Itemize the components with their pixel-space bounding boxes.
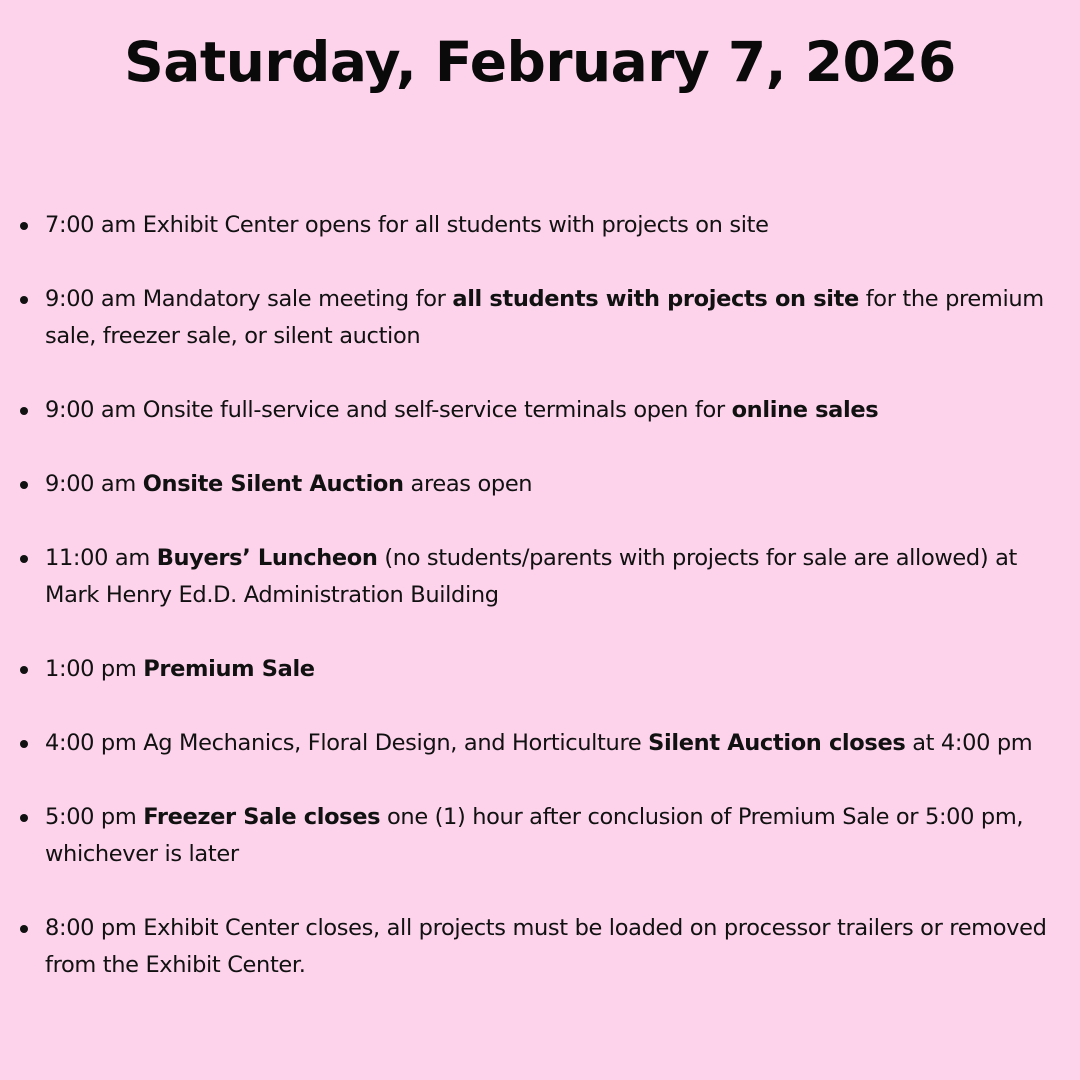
bullet-icon <box>20 222 28 230</box>
schedule-item-time: 9:00 am <box>45 471 136 497</box>
schedule-item <box>0 466 1080 503</box>
schedule-item-time: 8:00 pm <box>45 915 137 941</box>
schedule-item <box>0 910 1080 984</box>
schedule-item <box>0 392 1080 429</box>
schedule-item <box>0 725 1080 762</box>
schedule-item-time: 9:00 am <box>45 397 136 423</box>
schedule-item-text: Ag Mechanics, Floral Design, and Horticulture <box>136 730 649 756</box>
schedule-item-text: one (1) hour after conclusion of Premium Sale or 5:00 pm, whichever is later <box>45 804 1024 867</box>
schedule-item-time: 4:00 pm <box>45 730 137 756</box>
schedule-item-text: at 4:00 pm <box>905 730 1033 756</box>
schedule-item-text: Exhibit Center closes, all projects must be loaded on processor trailers or removed from the Exhibit Center. <box>45 915 1047 978</box>
schedule-item-text: (no students/parents with projects for sale are allowed) at Mark Henry Ed.D. Administration Building <box>45 545 1017 608</box>
schedule-item-time: 5:00 pm <box>45 804 137 830</box>
schedule-item-text: Mandatory sale meeting for <box>135 286 453 312</box>
schedule-item-text: Onsite full-service and self-service terminals open for <box>135 397 732 423</box>
schedule-item-emphasis: Buyers’ Luncheon <box>156 545 378 571</box>
schedule-item-emphasis: Premium Sale <box>143 656 315 682</box>
schedule-item <box>0 799 1080 873</box>
bullet-icon <box>20 666 28 674</box>
bullet-icon <box>20 296 28 304</box>
schedule-item-text: Exhibit Center opens for all students with projects on site <box>135 212 769 238</box>
schedule-list <box>0 207 1080 1021</box>
bullet-icon <box>20 555 28 563</box>
schedule-item <box>0 540 1080 614</box>
bullet-icon <box>20 814 28 822</box>
schedule-item-emphasis: Freezer Sale closes <box>143 804 381 830</box>
bullet-icon <box>20 925 28 933</box>
schedule-item <box>0 207 1080 244</box>
schedule-item-emphasis: all students with projects on site <box>452 286 859 312</box>
schedule-item-text: areas open <box>403 471 533 497</box>
schedule-item <box>0 651 1080 688</box>
bullet-icon <box>20 740 28 748</box>
schedule-item-time: 11:00 am <box>45 545 150 571</box>
schedule-item-emphasis: Silent Auction closes <box>648 730 906 756</box>
page-title: Saturday, February 7, 2026 <box>124 30 956 94</box>
bullet-icon <box>20 407 28 415</box>
schedule-item-emphasis: online sales <box>731 397 879 423</box>
schedule-item-time: 1:00 pm <box>45 656 137 682</box>
bullet-icon <box>20 481 28 489</box>
schedule-item <box>0 281 1080 355</box>
schedule-item-emphasis: Onsite Silent Auction <box>142 471 404 497</box>
schedule-item-text <box>136 471 143 497</box>
schedule-item-text <box>150 545 157 571</box>
schedule-item-time: 7:00 am <box>45 212 136 238</box>
schedule-item-time: 9:00 am <box>45 286 136 312</box>
schedule-item-text: for the premium sale, freezer sale, or silent auction <box>45 286 1044 349</box>
